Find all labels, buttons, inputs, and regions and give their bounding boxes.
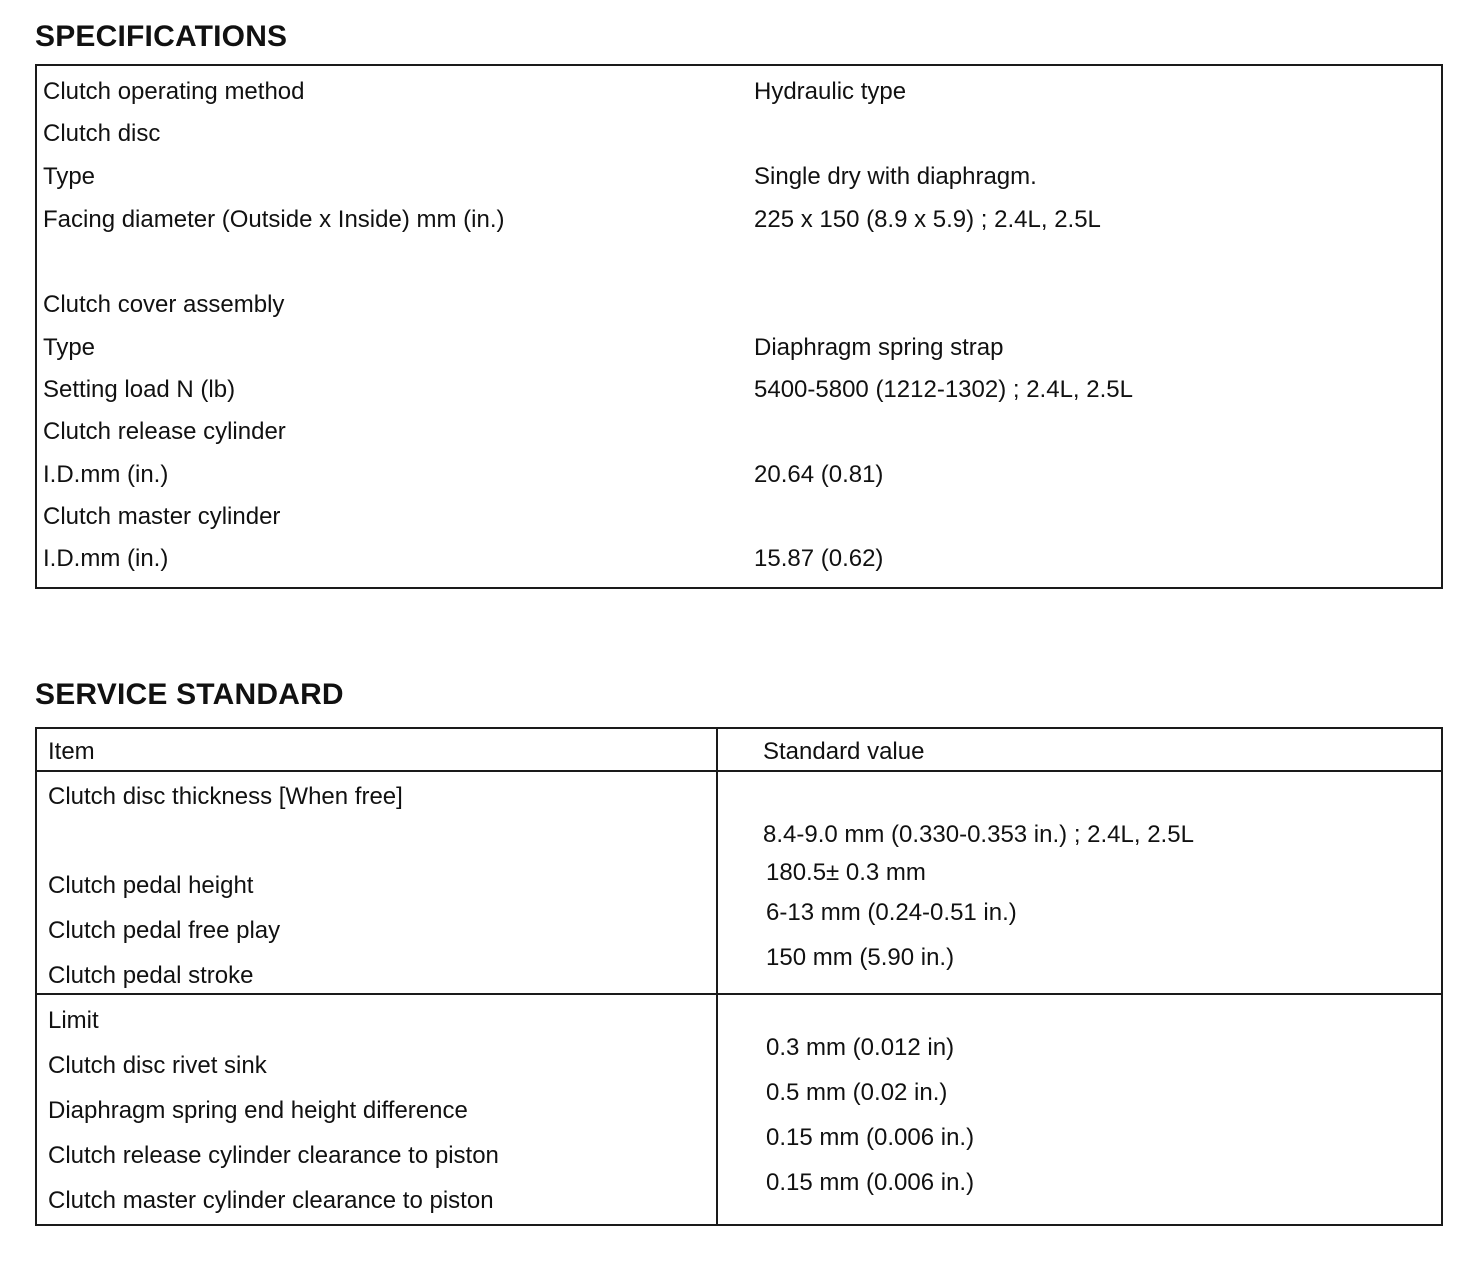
limit-value: 0.15 mm (0.006 in.): [766, 1124, 975, 1151]
standard-item: Clutch pedal free play: [48, 917, 281, 944]
spec-label: I.D.mm (in.): [43, 545, 169, 572]
standard-value: 150 mm (5.90 in.): [766, 944, 955, 971]
limit-item: Clutch master cylinder clearance to piston: [48, 1187, 494, 1214]
limit-item: Diaphragm spring end height difference: [48, 1097, 468, 1124]
service-standard-title: SERVICE STANDARD: [35, 678, 344, 711]
standard-item: Clutch pedal stroke: [48, 962, 254, 989]
spec-label: Clutch operating method: [43, 78, 305, 105]
spec-label: Clutch disc: [43, 120, 161, 147]
spec-label: Clutch cover assembly: [43, 291, 285, 318]
limit-heading: Limit: [48, 1007, 99, 1034]
spec-label: Clutch release cylinder: [43, 418, 286, 445]
limit-value: 0.15 mm (0.006 in.): [766, 1169, 975, 1196]
spec-value: 15.87 (0.62): [754, 545, 884, 572]
spec-label: I.D.mm (in.): [43, 461, 169, 488]
standard-item: Clutch disc thickness [When free]: [48, 783, 403, 810]
column-divider: [716, 727, 718, 1226]
specifications-title: SPECIFICATIONS: [35, 20, 288, 53]
spec-label: Facing diameter (Outside x Inside) mm (in.): [43, 206, 505, 233]
limit-value: 0.3 mm (0.012 in): [766, 1034, 955, 1061]
header-item: Item: [48, 738, 95, 765]
standard-value: 6-13 mm (0.24-0.51 in.): [766, 899, 1017, 926]
header-standard-value: Standard value: [763, 738, 925, 765]
standard-value: 8.4-9.0 mm (0.330-0.353 in.) ; 2.4L, 2.5L: [763, 821, 1194, 848]
spec-label: Type: [43, 163, 96, 190]
spec-value: Single dry with diaphragm.: [754, 163, 1037, 190]
spec-label: Type: [43, 334, 96, 361]
spec-label: Clutch master cylinder: [43, 503, 281, 530]
spec-value: 5400-5800 (1212-1302) ; 2.4L, 2.5L: [754, 376, 1133, 403]
standard-item: Clutch pedal height: [48, 872, 254, 899]
standard-value: 180.5± 0.3 mm: [766, 859, 926, 886]
limit-item: Clutch disc rivet sink: [48, 1052, 267, 1079]
section-divider: [35, 993, 1443, 995]
spec-value: Hydraulic type: [754, 78, 907, 105]
spec-value: 225 x 150 (8.9 x 5.9) ; 2.4L, 2.5L: [754, 206, 1101, 233]
header-divider: [35, 770, 1443, 772]
spec-label: Setting load N (lb): [43, 376, 236, 403]
spec-value: Diaphragm spring strap: [754, 334, 1004, 361]
limit-value: 0.5 mm (0.02 in.): [766, 1079, 948, 1106]
limit-item: Clutch release cylinder clearance to piston: [48, 1142, 499, 1169]
spec-value: 20.64 (0.81): [754, 461, 884, 488]
